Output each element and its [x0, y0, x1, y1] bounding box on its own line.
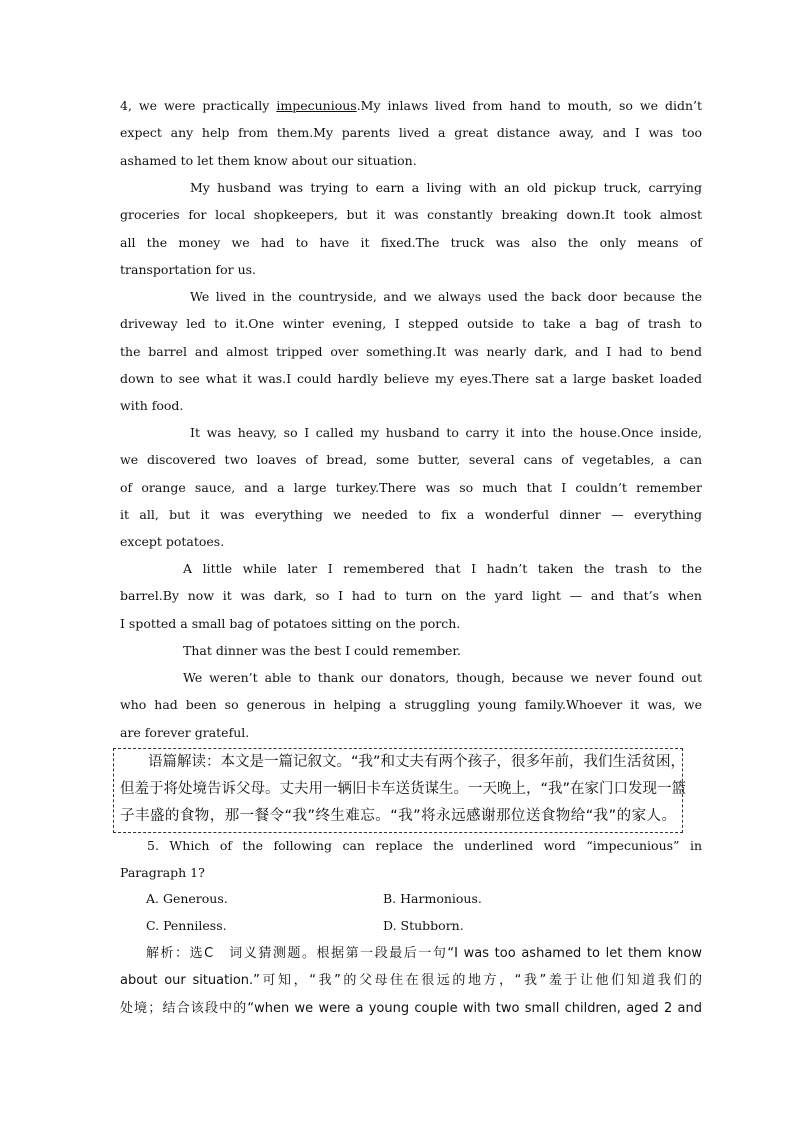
text-line: it all, but it was everything we needed to fix a wonderful dinner — everything	[120, 506, 702, 522]
text-line: 解析：选C 词义猜测题。根据第一段最后一句“I was too ashamed to let them know	[146, 946, 702, 961]
text-line: barrel.By now it was dark, so I had to turn on the yard light — and that’s when	[120, 588, 702, 604]
text-line: That dinner was the best I could remember.	[183, 643, 461, 658]
text-line: driveway led to it.One winter evening, I stepped outside to take a bag of trash to	[120, 316, 702, 332]
text-line: 但羞于将处境告诉父母。丈夫用一辆旧卡车送货谋生。一天晚上，“我”在家门口发现一篮	[120, 781, 687, 797]
text-line: are forever grateful.	[120, 724, 250, 740]
text-line: groceries for local shopkeepers, but it was constantly breaking down.It took almost	[120, 207, 702, 223]
text-line: 子丰盛的食物，那一餐令“我”终生难忘。“我”将永远感谢那位送食物给“我”的家人。	[120, 808, 676, 824]
paragraph-4	[120, 419, 702, 555]
text-line: with food.	[120, 398, 184, 414]
text-line: about our situation.”可知，“我”的父母住在很远的地方，“我”羞于让他们知道我们的	[120, 973, 702, 989]
text-line: all the money we had to have it fixed.The truck was also the only means of	[120, 234, 702, 250]
text-line: 语篇解读：本文是一篇记叙文。“我”和丈夫有两个孩子，很多年前，我们生活贫困，	[148, 754, 686, 770]
text-line: ashamed to let them know about our situation.	[120, 152, 417, 168]
paragraph-5	[120, 555, 702, 637]
text-line: except potatoes.	[120, 534, 225, 550]
paragraph-2	[120, 174, 702, 283]
text-line: who had been so generous in helping a struggling young family.Whoever it was, we	[120, 697, 702, 713]
text-line: down to see what it was.I could hardly believe my eyes.There sat a large basket loaded	[120, 370, 702, 386]
question-stem: Paragraph 1?	[120, 865, 205, 881]
option-d: D. Stubborn.	[383, 918, 464, 933]
text-line: A little while later I remembered that I hadn’t taken the trash to the	[183, 561, 702, 576]
option-c: C. Penniless.	[146, 918, 227, 933]
text-line: expect any help from them.My parents lived a great distance away, and I was too	[120, 125, 702, 141]
text-line: 处境；结合该段中的“when we were a young couple with two small children, aged 2 and	[120, 1000, 702, 1016]
question-5	[120, 832, 702, 887]
text-line: My husband was trying to earn a living with an old pickup truck, carrying	[190, 180, 702, 195]
question-stem: 5. Which of the following can replace the underlined word “impecunious” in	[147, 838, 702, 853]
text-line: 4, we were practically impecunious.My inlaws lived from hand to mouth, so we didn’t	[120, 98, 702, 113]
paragraph-1	[120, 92, 702, 174]
text-line: We lived in the countryside, and we always used the back door because the	[190, 289, 702, 304]
text-line: the barrel and almost tripped over something.It was nearly dark, and I had to bend	[120, 343, 702, 359]
paragraph-3	[120, 283, 702, 419]
text-line: We weren’t able to thank our donators, though, because we never found out	[183, 670, 702, 685]
text-line: we discovered two loaves of bread, some butter, several cans of vegetables, a can	[120, 452, 702, 468]
text-line: transportation for us.	[120, 261, 257, 277]
text-line: of orange sauce, and a large turkey.There was so much that I couldn’t remember	[120, 479, 702, 495]
paragraph-6	[120, 637, 702, 664]
text-line: I spotted a small bag of potatoes sitting on the porch.	[120, 615, 461, 631]
passage-analysis-box	[113, 748, 687, 833]
option-a: A. Generous.	[146, 891, 228, 906]
underlined-word: impecunious	[276, 98, 357, 113]
answer-analysis	[120, 940, 702, 1022]
option-b: B. Harmonious.	[383, 891, 482, 906]
paragraph-7	[120, 664, 702, 746]
text-line: It was heavy, so I called my husband to carry it into the house.Once inside,	[190, 425, 702, 440]
